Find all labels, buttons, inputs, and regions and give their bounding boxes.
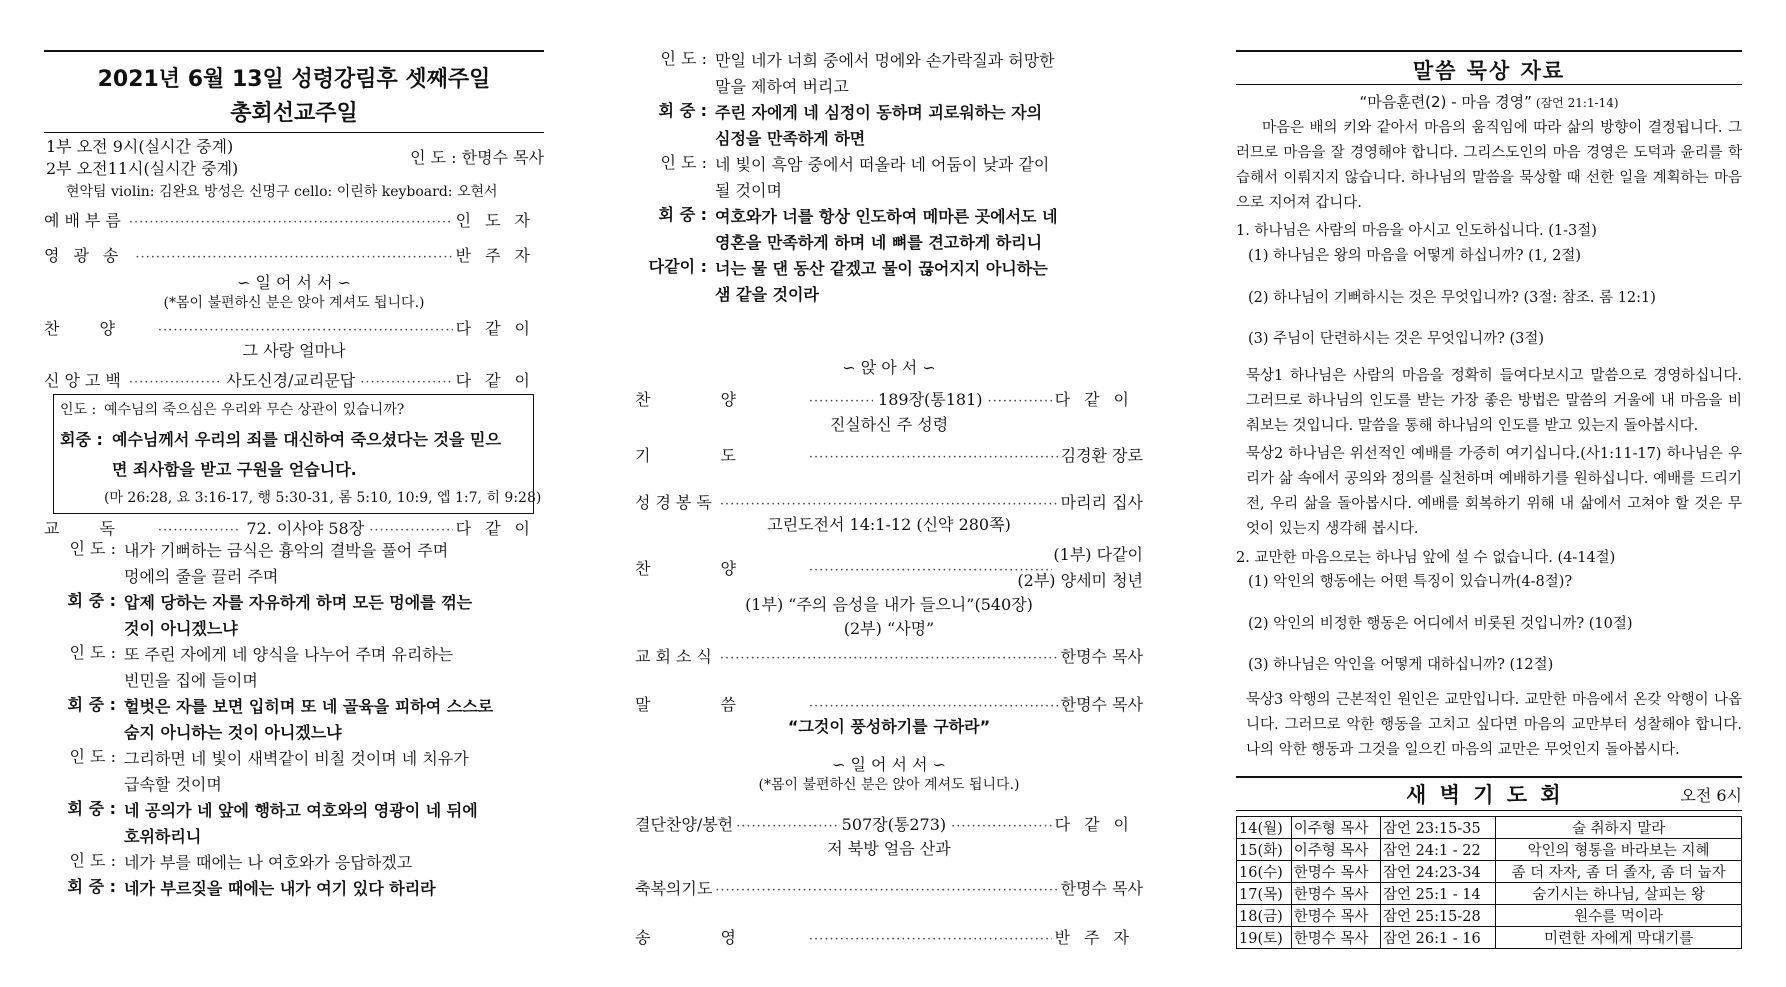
left-column (44, 0, 544, 987)
point-1-question-1: (1) 하나님은 왕의 마음을 어떻게 하십니까? (1, 2절) (1248, 248, 1582, 264)
order-doxology: 영광송 ····· 반주자 (44, 243, 544, 266)
table-row (1237, 905, 1742, 927)
right-column (1236, 0, 1742, 987)
order-call-to-worship: 예배부름 ····· 인도자 (44, 208, 544, 231)
order-scripture: 성경봉독 ····· 마리리 집사 (635, 490, 1143, 513)
scripture-reference: 고린도전서 14:1-12 (신약 280쪽) (767, 515, 1011, 534)
response-speaker: 인 도 : (69, 851, 116, 870)
dawn-prayer-time: 오전 6시 (1680, 786, 1742, 805)
table-row (1237, 927, 1742, 949)
day-cell: 19(토) (1237, 927, 1292, 949)
meditation-1: 묵상1 하나님은 사람의 마음을 정확히 들여다보시고 말씀으로 경영하십니다. 그러므로 하나님의 인도를 받는 가장 좋은 방법은 말씀의 거울에 내 마음을 비춰보는 것입니다. 말씀을 통해 하나님의 인도를 받고 있는지 돌아봅시다. (1246, 368, 1742, 434)
catechism-answer-1: 예수님께서 우리의 죄를 대신하여 죽으셨다는 것을 믿으 (112, 430, 501, 449)
response-text: 네가 부르짖을 때에는 내가 여기 있다 하리라 (124, 879, 436, 898)
sermon-title: “그것이 풍성하기를 구하라” (787, 717, 991, 736)
meditation-theme: “마음훈련(2) - 마음 경영” (잠언 21:1-14) (1359, 93, 1619, 111)
order-sermon: 말씀 ····· 한명수 목사 (635, 692, 1143, 715)
bulletin-subtitle: 총회선교주일 (230, 101, 358, 126)
day-cell: 16(수) (1237, 861, 1292, 883)
bulletin-date-title: 2021년 6월 13일 성령강림후 셋째주일 (97, 67, 491, 92)
meditation-top-rule (1236, 50, 1742, 52)
topic-cell: 악인의 형통을 바라보는 지혜 (1496, 839, 1742, 861)
choir-who-1: (1부) 다같이 (1053, 545, 1143, 564)
response-text: 네가 부를 때에는 나 여호와가 응답하겠고 (124, 853, 413, 872)
point-1-question-3: (3) 주님이 단련하시는 것은 무엇입니까? (3절) (1248, 331, 1545, 347)
response-speaker: 인 도 : (69, 643, 116, 662)
service-leader: 인 도 : 한명수 목사 (410, 148, 544, 167)
passage-cell: 잠언 26:1 - 16 (1381, 927, 1496, 949)
hymn-title: 진실하신 주 성령 (829, 415, 949, 434)
day-cell: 15(화) (1237, 839, 1292, 861)
day-cell: 17(목) (1237, 883, 1292, 905)
meditation-title: 말씀 묵상 자료 (1412, 59, 1566, 83)
service-time-1: 1부 오전 9시(실시간 중계) (46, 137, 234, 156)
choir-who-2: (2부) 양세미 청년 (1017, 571, 1143, 590)
musicians: 현악팀 violin: 김완요 방성은 신명구 cello: 이린하 keyboard: 오현서 (66, 184, 498, 200)
catechism-references: (마 26:28, 요 3:16-17, 행 5:30-31, 롬 5:10, 10:9, 엡 1:7, 히 9:28) (104, 490, 542, 506)
order-choir: 찬양 ····· (635, 556, 1055, 579)
dawn-title-rule (1236, 810, 1742, 811)
response-text: 네 빛이 흑암 중에서 떠올라 네 어둠이 낮과 같이 (715, 155, 1050, 174)
response-speaker: 회 중 : (67, 591, 116, 610)
response-text: 압제 당하는 자를 자유하게 하며 모든 멍에를 꺾는 (124, 593, 473, 612)
stand-up-sub-note-2: (*몸이 불편하신 분은 앉아 계셔도 됩니다.) (758, 777, 1020, 793)
order-benediction: 축복의기도 ····· 한명수 목사 (635, 876, 1143, 899)
response-speaker: 회 중 : (67, 877, 116, 896)
response-text: 그리하면 네 빛이 새벽같이 비칠 것이며 네 치유가 (124, 749, 469, 768)
point-1-question-2: (2) 하나님이 기뻐하시는 것은 무엇입니까? (3절: 참조. 롬 12:1) (1248, 290, 1656, 306)
meditation-intro: 마음은 배의 키와 같아서 마음의 움직임에 따라 삶의 방향이 결정됩니다. 그러므로 마음을 잘 경영해야 합니다. 그리스도인의 마음 경영은 도덕과 윤리를 학습해서 이뤄지지 않습니다. 하나님의 말씀을 묵상할 때 선한 일을 계획하는 마음으로 지어져 갑니다. (1236, 120, 1742, 211)
preacher-cell: 이주형 목사 (1291, 817, 1380, 839)
order-creed: 신앙고백 ····· 사도신경/교리문답 ····· 다같이 (44, 368, 544, 391)
table-row (1237, 883, 1742, 905)
choir-song-2: (2부) “사명” (843, 619, 935, 638)
catechism-answer-2: 면 죄사함을 받고 구원을 얻습니다. (112, 460, 357, 479)
passage-cell: 잠언 24:1 - 22 (1381, 839, 1496, 861)
title-rule (44, 132, 544, 133)
response-text-cont: 급속할 것이며 (124, 775, 222, 794)
dawn-top-rule (1236, 776, 1742, 778)
choir-song-1: (1부) “주의 음성을 내가 들으니”(540장) (745, 595, 1033, 614)
point-2-question-2: (2) 악인의 비정한 행동은 어디에서 비롯된 것입니까? (10절) (1248, 616, 1633, 632)
catechism-box: 인도 : 예수님의 죽으심은 우리와 무슨 상관이 있습니까? 회중 : 예수님께서 우리의 죄를 대신하여 죽으셨다는 것을 믿으 면 죄사함을 받고 구원을 얻습니다. (마 26:28, 요 3:16-17, 행 5:30-31, 롬 5:10, 10:9, 엡 1:7, 히 9:28) (53, 394, 534, 514)
response-text: 여호와가 너를 항상 인도하여 메마른 곳에서도 네 (715, 207, 1058, 226)
response-speaker: 회 중 : (67, 695, 116, 714)
catechism-question: 예수님의 죽으심은 우리와 무슨 상관이 있습니까? (104, 402, 405, 418)
preacher-cell: 이주형 목사 (1291, 839, 1380, 861)
stand-up-sub-note: (*몸이 불편하신 분은 앉아 계셔도 됩니다.) (163, 295, 425, 311)
response-text-cont: 빈민을 집에 들이며 (124, 671, 258, 690)
point-2-heading: 2. 교만한 마음으로는 하나님 앞에 설 수 없습니다. (4-14절) (1236, 550, 1616, 566)
middle-column (635, 0, 1143, 987)
order-postlude: 송영 ····· 반주자 (635, 925, 1143, 948)
passage-cell: 잠언 25:15-28 (1381, 905, 1496, 927)
day-cell: 18(금) (1237, 905, 1292, 927)
table-row (1237, 861, 1742, 883)
sit-down-note: ∽ 앉 아 서 ∽ (842, 358, 936, 377)
preacher-cell: 한명수 목사 (1291, 861, 1380, 883)
response-speaker: 인 도 : (660, 49, 707, 68)
response-text: 주린 자에게 네 심정이 동하며 괴로워하는 자의 (715, 103, 1043, 122)
response-text: 네 공의가 네 앞에 행하고 여호와의 영광이 네 뒤에 (124, 801, 478, 820)
table-row (1237, 839, 1742, 861)
response-text: 너는 물 댄 동산 같겠고 물이 끊어지지 아니하는 (715, 259, 1048, 278)
dawn-prayer-title: 새 벽 기 도 회 (1406, 783, 1564, 807)
response-text: 또 주린 자에게 네 양식을 나누어 주며 유리하는 (124, 645, 454, 664)
response-speaker: 다같이 : (648, 257, 707, 276)
response-text-cont: 호위하리니 (124, 827, 202, 846)
service-time-2: 2부 오전11시(실시간 중계) (46, 159, 239, 178)
preacher-cell: 한명수 목사 (1291, 883, 1380, 905)
response-speaker: 회 중 : (658, 205, 707, 224)
response-text: 헐벗은 자를 보면 입히며 또 네 골육을 피하여 스스로 (124, 697, 494, 716)
passage-cell: 잠언 25:1 - 14 (1381, 883, 1496, 905)
passage-cell: 잠언 24:23-34 (1381, 861, 1496, 883)
point-1-heading: 1. 하나님은 사람의 마음을 아시고 인도하십니다. (1-3절) (1236, 223, 1597, 239)
response-text-cont: 멍에의 줄을 끌러 주며 (124, 567, 279, 586)
response-text-cont: 영혼을 만족하게 하며 네 뼈를 견고하게 하리니 (715, 233, 1043, 252)
response-text-cont: 심정을 만족하게 하면 (715, 129, 866, 148)
response-text: 만일 네가 너희 중에서 멍에와 손가락질과 허망한 (715, 51, 1055, 70)
offering-hymn-title: 저 북방 얼음 산과 (827, 839, 951, 858)
topic-cell: 원수를 먹이라 (1496, 905, 1742, 927)
order-praise: 찬양 ····· 다같이 (44, 316, 544, 339)
response-speaker: 인 도 : (660, 153, 707, 172)
order-offering: 결단찬양/봉헌 ····· 507장(통273) ····· 다같이 (635, 812, 1143, 835)
preacher-cell: 한명수 목사 (1291, 927, 1380, 949)
response-speaker: 인 도 : (69, 539, 116, 558)
day-cell: 14(월) (1237, 817, 1292, 839)
passage-cell: 잠언 23:15-35 (1381, 817, 1496, 839)
response-speaker: 인 도 : (69, 747, 116, 766)
response-text-cont: 샘 같을 것이라 (715, 285, 819, 304)
topic-cell: 미련한 자에게 막대기를 (1496, 927, 1742, 949)
response-speaker: 회 중 : (67, 799, 116, 818)
point-2-question-3: (3) 하나님은 악인을 어떻게 대하십니까? (12절) (1248, 657, 1554, 673)
topic-cell: 숨기시는 하나님, 살피는 왕 (1496, 883, 1742, 905)
meditation-title-rule (1236, 84, 1742, 85)
response-text-cont: 말을 제하여 버리고 (715, 77, 849, 96)
order-responsive-reading: 교독 ····· 72. 이사야 58장 ····· 다같이 (44, 516, 544, 539)
order-prayer: 기도 ····· 김경환 장로 (635, 443, 1143, 466)
topic-cell: 좀 더 자자, 좀 더 졸자, 좀 더 눕자 (1496, 861, 1742, 883)
response-text-cont: 될 것이며 (715, 181, 782, 200)
top-rule (44, 50, 544, 52)
dawn-prayer-table (1236, 816, 1742, 949)
table-row (1237, 817, 1742, 839)
response-speaker: 회 중 : (658, 101, 707, 120)
point-2-question-1: (1) 악인의 행동에는 어떤 특징이 있습니까(4-8절)? (1248, 574, 1573, 590)
topic-cell: 술 취하지 말라 (1496, 817, 1742, 839)
response-text: 내가 기뻐하는 금식은 흉악의 결박을 풀어 주며 (124, 541, 449, 560)
order-announcements: 교회소식 ····· 한명수 목사 (635, 644, 1143, 667)
praise-song-title: 그 사랑 얼마나 (242, 341, 346, 360)
meditation-3: 묵상3 악행의 근본적인 원인은 교만입니다. 교만한 마음에서 온갖 악행이 나옵니다. 그러므로 악한 행동을 고치고 싶다면 마음의 교만부터 성찰해야 합니다. 나의 악한 행동과 그것을 일으킨 마음의 교만은 무엇인지 돌아봅시다. (1246, 692, 1742, 758)
stand-up-note-2: ∽ 일 어 서 서 ∽ (831, 755, 947, 774)
meditation-2: 묵상2 하나님은 위선적인 예배를 가증히 여기십니다.(사1:11-17) 하나님은 우리가 삶 속에서 공의와 정의를 실천하며 예배하기를 원하십니다. 예배를 드리기 전, 우리 삶을 돌아봅시다. 예배를 회복하기 위해 내 삶에서 고쳐야 할 것은 무엇이 있는지 생각해 봅시다. (1246, 446, 1742, 537)
response-text-cont: 숨지 아니하는 것이 아니겠느냐 (124, 723, 342, 742)
preacher-cell: 한명수 목사 (1291, 905, 1380, 927)
stand-up-note: ∽ 일 어 서 서 ∽ (236, 273, 352, 292)
order-hymn: 찬양 ····· 189장(통181) ····· 다같이 (635, 387, 1143, 410)
response-text-cont: 것이 아니겠느냐 (124, 619, 238, 638)
